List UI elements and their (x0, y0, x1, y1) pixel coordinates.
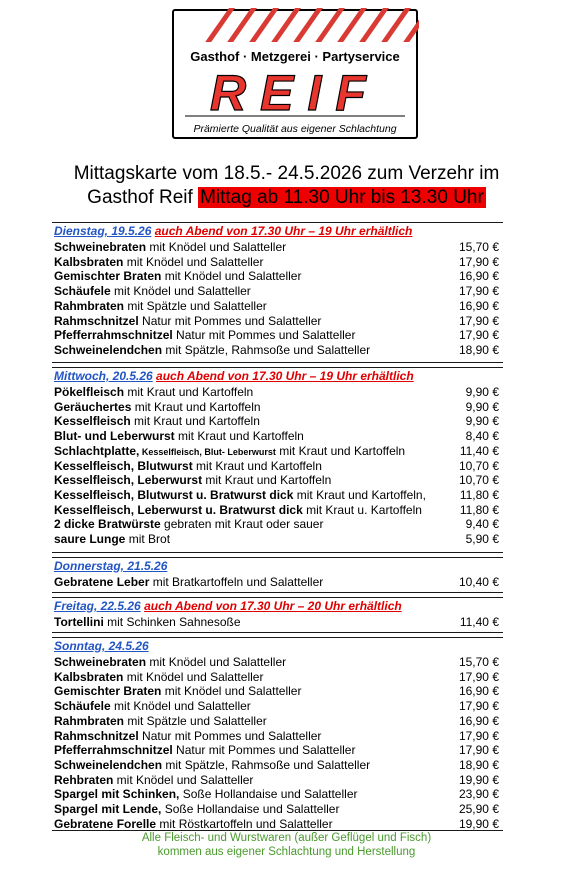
dish-name: Pökelfleisch (54, 385, 125, 399)
menu-item-description (54, 473, 331, 488)
dish-name: Schweinelendchen (54, 757, 163, 772)
dish-name: Pfefferrahmschnitzel (54, 328, 173, 343)
dish-sides: mit Knödel und Salatteller (123, 254, 264, 269)
dish-price: 9,90 € (465, 399, 499, 414)
dish-sides: gebraten mit Kraut oder sauer (160, 517, 324, 532)
dish-sides: mit Knödel und Salatteller (110, 699, 251, 714)
dish-price: 5,90 € (465, 532, 499, 546)
day-section (52, 557, 503, 593)
dish-price: 17,90 € (458, 284, 499, 299)
dish-price: 25,90 € (458, 802, 499, 816)
dish-sides: mit Knödel und Salatteller (146, 655, 287, 669)
dish-sides: mit Knödel und Salatteller (161, 684, 302, 699)
dish-price: 9,40 € (465, 517, 499, 532)
menu-item-description (54, 714, 267, 729)
day-name: Donnerstag, 21.5.26 (54, 559, 168, 573)
dish-name: 2 dicke Bratwürste (54, 517, 161, 532)
dish-sides: mit Spätzle, Rahmsoße und Salatteller (162, 342, 371, 357)
dish-name: Schweinelendchen (54, 342, 163, 357)
dish-name: Rahmschnitzel (54, 313, 139, 328)
dish-name: Schlachtplatte, (54, 443, 140, 458)
day-section (52, 222, 503, 363)
dish-name: Spargel mit Lende, (54, 802, 162, 816)
dish-price: 18,90 € (458, 342, 499, 357)
dish-sides: mit Kraut und Kartoffeln (174, 429, 304, 444)
menu-item-description (54, 240, 286, 255)
day-name: Dienstag, 19.5.26 (54, 224, 152, 238)
headline-location: Gasthof Reif (87, 187, 193, 208)
dish-sides: mit Kraut und Kartoffeln (202, 473, 332, 488)
dish-sides: mit Kraut und Kartoffeln (192, 458, 322, 473)
menu-item-description (54, 414, 260, 429)
day-header (54, 369, 414, 383)
dish-name: Kesselfleisch, Leberwurst (54, 473, 203, 488)
dish-name: Rahmbraten (54, 298, 125, 313)
menu-item-description (54, 269, 301, 284)
menu-item-description (54, 284, 251, 299)
dish-name: Spargel mit Schinken, (54, 787, 180, 802)
menu-item-description (54, 758, 370, 773)
dish-price: 17,90 € (458, 254, 499, 269)
menu-item-description (54, 328, 355, 343)
dish-sides: Natur mit Pommes und Salatteller (172, 328, 356, 343)
day-name: Sonntag, 24.5.26 (54, 639, 149, 653)
dish-sides: mit Knödel und Salatteller (161, 269, 302, 284)
menu-item-description (54, 503, 422, 518)
dish-name: Rehbraten (54, 772, 114, 787)
menu-item-description (54, 575, 323, 590)
dish-name: saure Lunge (54, 532, 126, 546)
day-header (54, 224, 412, 238)
dish-sides: Natur mit Pommes und Salatteller (138, 313, 322, 328)
dish-name: Kalbsbraten (54, 669, 124, 684)
dish-name: Gemischter Braten (54, 269, 162, 284)
dish-price: 17,90 € (458, 699, 499, 714)
day-header (54, 599, 402, 613)
menu-item-description (54, 655, 286, 670)
dish-price: 9,90 € (465, 414, 499, 429)
dish-name: Kalbsbraten (54, 254, 124, 269)
dish-sides: mit Kraut u. Kartoffeln (302, 502, 422, 517)
dish-sides: mit Knödel und Salatteller (146, 240, 287, 254)
menu-item-description (54, 699, 251, 714)
dish-price: 17,90 € (458, 328, 499, 343)
menu-item-description (54, 817, 333, 832)
dish-price: 16,90 € (458, 269, 499, 284)
dish-price: 23,90 € (458, 787, 499, 802)
menu-item-description (54, 488, 426, 503)
day-name: Freitag, 22.5.26 (54, 599, 141, 613)
dish-sides: Soße Hollandaise und Salatteller (161, 802, 340, 816)
dish-price: 17,90 € (458, 669, 499, 684)
dish-name: Rahmschnitzel (54, 728, 139, 743)
day-header (54, 639, 149, 653)
dish-price: 17,90 € (458, 743, 499, 758)
dish-sides: Natur mit Pommes und Salatteller (138, 728, 322, 743)
dish-name: Schäufele (54, 699, 111, 714)
dish-price: 15,70 € (458, 655, 499, 669)
dish-price: 17,90 € (458, 728, 499, 743)
dish-price: 18,90 € (458, 757, 499, 772)
dish-name: Kesselfleisch, Blutwurst (54, 458, 193, 473)
dish-price: 9,90 € (465, 385, 499, 399)
dish-price: 8,40 € (465, 429, 499, 444)
dish-sides: mit Schinken Sahnesoße (103, 615, 241, 629)
headline-lunch-hours: Mittag ab 11.30 Uhr bis 13.30 Uhr (200, 187, 484, 208)
dish-name: Gebratene Forelle (54, 816, 157, 831)
dish-price: 19,90 € (458, 816, 499, 831)
dish-sides: mit Kraut und Kartoffeln (131, 399, 261, 414)
menu-item-description (54, 385, 253, 400)
dish-name: Rahmbraten (54, 713, 125, 728)
dish-price: 11,40 € (459, 615, 499, 629)
dish-name: Geräuchertes (54, 399, 132, 414)
dish-sides: mit Brot (125, 532, 171, 546)
day-section (52, 597, 503, 633)
menu-item-description (54, 314, 321, 329)
dish-name: Tortellini (54, 615, 104, 629)
dish-price: 10,70 € (458, 458, 499, 473)
dish-name: Schäufele (54, 284, 111, 299)
dish-name: Schweinebraten (54, 655, 147, 669)
dish-name: Pfefferrahmschnitzel (54, 743, 173, 758)
evening-availability: auch Abend von 17.30 Uhr – 20 Uhr erhältlich (144, 599, 402, 613)
menu-item-description (54, 459, 322, 474)
dish-price: 11,80 € (459, 502, 499, 517)
dish-sides: mit Kraut und Kartoffeln (124, 385, 254, 399)
menu-item-description (54, 802, 339, 817)
footer-line-2: kommen aus eigener Schlachtung und Herstellung (157, 846, 416, 858)
dish-price: 16,90 € (458, 684, 499, 699)
dish-sides: mit Spätzle und Salatteller (124, 298, 267, 313)
dish-price: 10,40 € (458, 575, 499, 589)
dish-sides: mit Knödel und Salatteller (123, 669, 264, 684)
dish-price: 16,90 € (458, 713, 499, 728)
menu-item-description (54, 429, 304, 444)
menu-item-description (54, 773, 253, 788)
dish-price: 16,90 € (458, 298, 499, 313)
menu-item-description (54, 787, 357, 802)
dish-sides: mit Bratkartoffeln und Salatteller (149, 575, 324, 589)
dish-sides: mit Kraut und Kartoffeln, (293, 487, 426, 502)
dish-price: 11,40 € (459, 443, 499, 458)
dish-name: Schweinebraten (54, 240, 147, 254)
menu-item-description (54, 743, 355, 758)
day-section (52, 367, 503, 553)
menu-item-description (54, 299, 267, 314)
day-name: Mittwoch, 20.5.26 (54, 369, 153, 383)
dish-sides: mit Knödel und Salatteller (110, 284, 251, 299)
dish-name: Kesselfleisch, Blutwurst u. Bratwurst dick (54, 487, 294, 502)
dish-sides: mit Röstkartoffeln und Salatteller (156, 816, 333, 831)
dish-sides: Natur mit Pommes und Salatteller (172, 743, 356, 758)
menu-item-description (54, 343, 370, 358)
logo-slogan: Prämierte Qualität aus eigener Schlachtung (193, 123, 397, 135)
dish-price: 19,90 € (458, 772, 499, 787)
dish-name: Blut- und Leberwurst (54, 429, 175, 444)
dish-sides: mit Kraut und Kartoffeln (275, 443, 406, 458)
dish-sides: mit Kraut und Kartoffeln (130, 414, 260, 429)
dish-sides: mit Spätzle und Salatteller (124, 713, 267, 728)
menu-item-description (54, 517, 323, 532)
day-header (54, 559, 167, 573)
dish-name: Gebratene Leber (54, 575, 150, 589)
menu-item-description (54, 684, 301, 699)
day-section (52, 637, 503, 831)
dish-name: Gemischter Braten (54, 684, 162, 699)
menu-item-description (54, 615, 241, 630)
evening-availability: auch Abend von 17.30 Uhr – 19 Uhr erhältlich (154, 224, 413, 238)
dish-sides: mit Knödel und Salatteller (113, 772, 254, 787)
headline-line-1: Mittagskarte vom 18.5.- 24.5.2026 zum Verzehr im (73, 163, 500, 184)
dish-price: 15,70 € (458, 240, 499, 254)
logo-tagline: Gasthof · Metzgerei · Partyservice (190, 49, 400, 64)
menu-item-description (54, 255, 263, 270)
evening-availability: auch Abend von 17.30 Uhr – 19 Uhr erhältlich (156, 369, 414, 383)
dish-price: 17,90 € (458, 313, 499, 328)
dish-price: 11,80 € (459, 487, 499, 502)
logo-brand: REIF (210, 65, 380, 121)
dish-sides: mit Spätzle, Rahmsoße und Salatteller (162, 757, 371, 772)
menu-item-description (54, 400, 261, 415)
footer-line-1: Alle Fleisch- und Wurstwaren (außer Geflügel und Fisch) (141, 832, 432, 844)
menu-item-description (54, 444, 405, 460)
dish-name: Kesselfleisch, Leberwurst u. Bratwurst dick (54, 502, 303, 517)
dish-components: Kesselfleisch, Blut- Leberwurst (139, 446, 276, 457)
dish-name: Kesselfleisch (54, 414, 131, 429)
menu-item-description (54, 532, 170, 547)
dish-sides: Soße Hollandaise und Salatteller (179, 787, 358, 802)
menu-item-description (54, 729, 321, 744)
dish-price: 10,70 € (458, 473, 499, 488)
menu-item-description (54, 670, 263, 685)
